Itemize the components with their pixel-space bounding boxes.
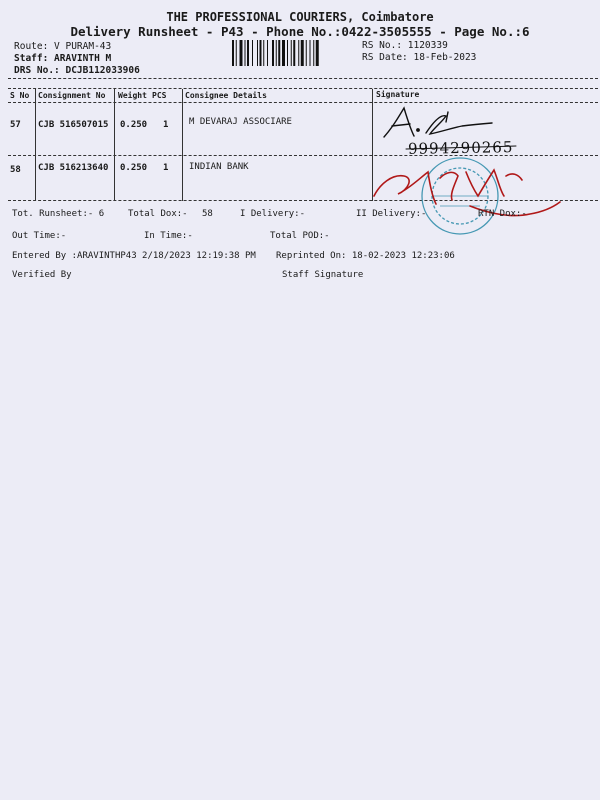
verified-by: Verified By [12,270,72,280]
staff-label: Staff: ARAVINTH M [14,53,112,64]
row-consignment-no: CJB 516213640 [38,163,109,173]
row-pcs: 1 [163,163,169,173]
signature-1 [384,108,516,149]
out-time: Out Time:- [12,231,67,241]
reprinted-on: Reprinted On: 18-02-2023 12:23:06 [276,251,455,261]
total-dox-label: Total Dox:- [128,209,188,219]
i-delivery: I Delivery:- [240,209,306,219]
col-header-pcs: PCS [152,91,167,100]
row-consignee: M DEVARAJ ASSOCIARE [189,117,292,127]
total-runsheet: Tot. Runsheet:- 6 [12,209,105,219]
entered-by: Entered By :ARAVINTHP43 2/18/2023 12:19:38 PM [12,251,256,261]
company-name: THE PROFESSIONAL COURIERS, Coimbatore [166,10,434,24]
col-header-weight: Weight [118,91,147,100]
handwritten-phone: 9994290265 [407,138,514,158]
row-consignment-no: CJB 516507015 [38,120,109,130]
total-dox-value: 58 [202,209,213,219]
total-pod: Total POD:- [270,231,330,241]
col-header-signature: Signature [376,90,420,99]
ii-delivery: II Delivery:- [356,209,427,219]
col-header-consignee: Consignee Details [185,91,267,100]
rs-number: RS No.: 1120339 [362,40,448,51]
row-sno: 58 [10,165,21,175]
staff-signature: Staff Signature [282,270,364,280]
signature-overlay [0,0,600,260]
row-consignee: INDIAN BANK [189,162,249,172]
col-header-sno: S No [10,91,30,100]
runsheet-title: Delivery Runsheet - P43 - Phone No.:0422-3505555 - Page No.:6 [70,24,530,39]
row-weight: 0.250 [120,120,148,130]
in-time: In Time:- [144,231,193,241]
rtn-dox: RTN Dox:- [478,209,527,219]
row-pcs: 1 [163,120,169,130]
rs-date: RS Date: 18-Feb-2023 [362,52,477,63]
row-weight: 0.250 [120,163,148,173]
row-sno: 57 [10,120,21,130]
col-header-consignment: Consignment No [38,91,106,100]
drs-number: DRS No.: DCJB112033906 [14,65,140,76]
route-label: Route: V PURAM-43 [14,41,112,52]
